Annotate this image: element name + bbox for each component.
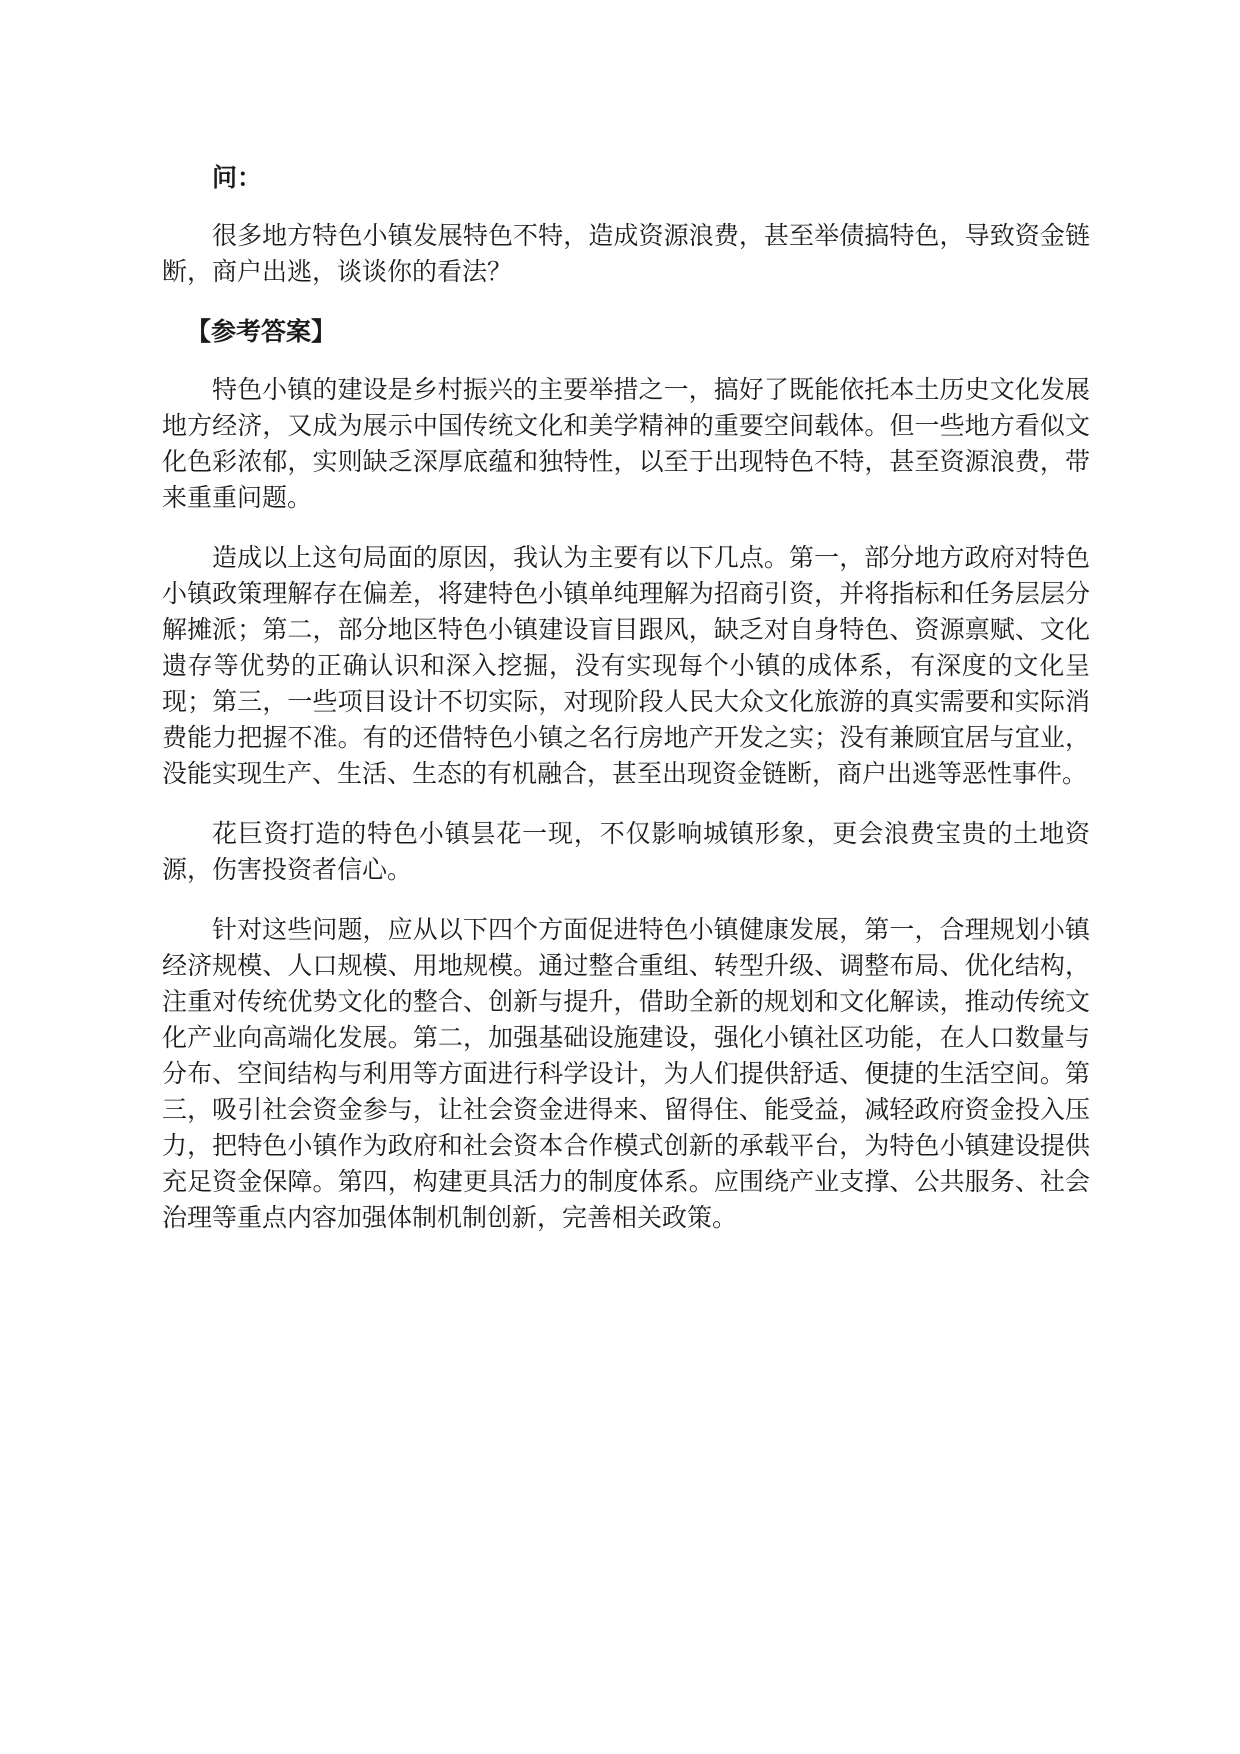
answer-label: 【参考答案】	[186, 317, 337, 346]
question-text: 很多地方特色小镇发展特色不特，造成资源浪费，甚至举债搞特色，导致资金链断，商户出逃，谈谈你的看法？	[162, 221, 1090, 286]
question-label: 问：	[212, 163, 263, 192]
answer-paragraph: 特色小镇的建设是乡村振兴的主要举措之一，搞好了既能依托本土历史文化发展地方经济，又成为展示中国传统文化和美学精神的重要空间载体。但一些地方看似文化色彩浓郁，实则缺乏深厚底蕴和独特性，以至于出现特色不特，甚至资源浪费，带来重重问题。	[162, 375, 1090, 512]
answer-paragraph: 花巨资打造的特色小镇昙花一现，不仅影响城镇形象，更会浪费宝贵的土地资源，伤害投资者信心。	[162, 819, 1090, 884]
document-page	[162, 160, 1090, 1260]
answer-paragraph: 造成以上这句局面的原因，我认为主要有以下几点。第一，部分地方政府对特色小镇政策理解存在偏差，将建特色小镇单纯理解为招商引资，并将指标和任务层层分解摊派；第二，部分地区特色小镇建设盲目跟风，缺乏对自身特色、资源禀赋、文化遗存等优势的正确认识和深入挖掘，没有实现每个小镇的成体系，有深度的文化呈现；第三，一些项目设计不切实际，对现阶段人民大众文化旅游的真实需要和实际消费能力把握不准。有的还借特色小镇之名行房地产开发之实；没有兼顾宜居与宜业，没能实现生产、生活、生态的有机融合，甚至出现资金链断，商户出逃等恶性事件。	[162, 543, 1090, 788]
answer-paragraph: 针对这些问题，应从以下四个方面促进特色小镇健康发展，第一，合理规划小镇经济规模、人口规模、用地规模。通过整合重组、转型升级、调整布局、优化结构，注重对传统优势文化的整合、创新与提升，借助全新的规划和文化解读，推动传统文化产业向高端化发展。第二，加强基础设施建设，强化小镇社区功能，在人口数量与分布、空间结构与利用等方面进行科学设计，为人们提供舒适、便捷的生活空间。第三，吸引社会资金参与，让社会资金进得来、留得住、能受益，减轻政府资金投入压力，把特色小镇作为政府和社会资本合作模式创新的承载平台，为特色小镇建设提供充足资金保障。第四，构建更具活力的制度体系。应围绕产业支撑、公共服务、社会治理等重点内容加强体制机制创新，完善相关政策。	[162, 915, 1090, 1232]
